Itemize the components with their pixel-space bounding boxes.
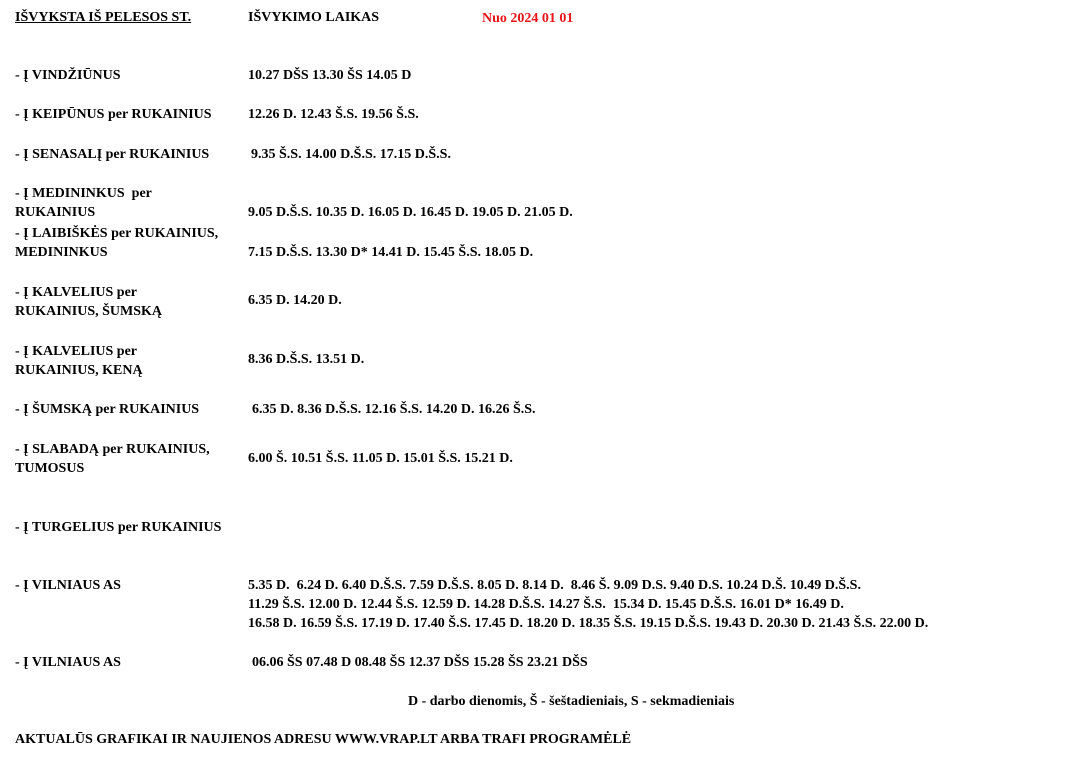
route-destination: - Į ŠUMSKĄ per RUKAINIUS bbox=[15, 402, 200, 417]
route-destination: - Į MEDININKUS per RUKAINIUS bbox=[15, 186, 152, 220]
departure-time-heading: IŠVYKIMO LAIKAS bbox=[248, 10, 380, 25]
route-times: 6.35 D. 8.36 D.Š.S. 12.16 Š.S. 14.20 D. 16.26 Š.S. bbox=[252, 402, 536, 417]
route-destination: - Į LAIBIŠKĖS per RUKAINIUS, MEDININKUS bbox=[15, 226, 219, 260]
route-destination: - Į KEIPŪNUS per RUKAINIUS bbox=[15, 107, 212, 122]
route-times: 9.35 Š.S. 14.00 D.Š.S. 17.15 D.Š.S. bbox=[251, 147, 451, 162]
route-times: 10.27 DŠS 13.30 ŠS 14.05 D bbox=[248, 68, 412, 83]
route-destination: - Į TURGELIUS per RUKAINIUS bbox=[15, 520, 222, 535]
route-times: 12.26 D. 12.43 Š.S. 19.56 Š.S. bbox=[248, 107, 419, 122]
day-legend: D - darbo dienomis, Š - šeštadieniais, S - sekmadieniais bbox=[408, 694, 735, 709]
route-destination: - Į KALVELIUS per RUKAINIUS, ŠUMSKĄ bbox=[15, 285, 163, 319]
route-times: 9.05 D.Š.S. 10.35 D. 16.05 D. 16.45 D. 19.05 D. 21.05 D. bbox=[248, 205, 573, 220]
route-times: 06.06 ŠS 07.48 D 08.48 ŠS 12.37 DŠS 15.28 ŠS 23.21 DŠS bbox=[252, 655, 588, 670]
route-times: 8.36 D.Š.S. 13.51 D. bbox=[248, 352, 365, 367]
route-times: 5.35 D. 6.24 D. 6.40 D.Š.S. 7.59 D.Š.S. 8.05 D. 8.14 D. 8.46 Š. 9.09 D.S. 9.40 D.S. 10.24 D.Š. 10.49 D.Š.S. 11.29 Š.S. 12.00 D. 12.44 Š.S. 12.59 D. 14.28 D.Š.S. 14.27 Š.S. 15.34 D. 15.45 D.Š.S. 16.01 D* 16.49 D. 16.58 D. 16.59 Š.S. 17.19 D. 17.40 Š.S. 17.45 D. 18.20 D. 18.35 Š.S. 19.15 D.Š.S. 19.43 D. 20.30 D. 21.43 Š.S. 22.00 D. bbox=[248, 578, 929, 631]
route-times: 6.35 D. 14.20 D. bbox=[248, 293, 342, 308]
route-destination: - Į VILNIAUS AS bbox=[15, 578, 121, 593]
route-destination: - Į VINDŽIŪNUS bbox=[15, 68, 121, 83]
route-destination: - Į VILNIAUS AS bbox=[15, 655, 121, 670]
route-destination: - Į SLABADĄ per RUKAINIUS, TUMOSUS bbox=[15, 442, 210, 476]
route-destination: - Į KALVELIUS per RUKAINIUS, KENĄ bbox=[15, 344, 143, 378]
footer-notice: AKTUALŪS GRAFIKAI IR NAUJIENOS ADRESU WWW.VRAP.LT ARBA TRAFI PROGRAMĖLĖ bbox=[15, 732, 632, 747]
route-times: 7.15 D.Š.S. 13.30 D* 14.41 D. 15.45 Š.S. 18.05 D. bbox=[248, 245, 534, 260]
valid-from-date: Nuo 2024 01 01 bbox=[482, 11, 574, 26]
departure-station-heading: IŠVYKSTA IŠ PELESOS ST. bbox=[15, 10, 192, 25]
route-destination: - Į SENASALĮ per RUKAINIUS bbox=[15, 147, 210, 162]
route-times: 6.00 Š. 10.51 Š.S. 11.05 D. 15.01 Š.S. 15.21 D. bbox=[248, 451, 513, 466]
